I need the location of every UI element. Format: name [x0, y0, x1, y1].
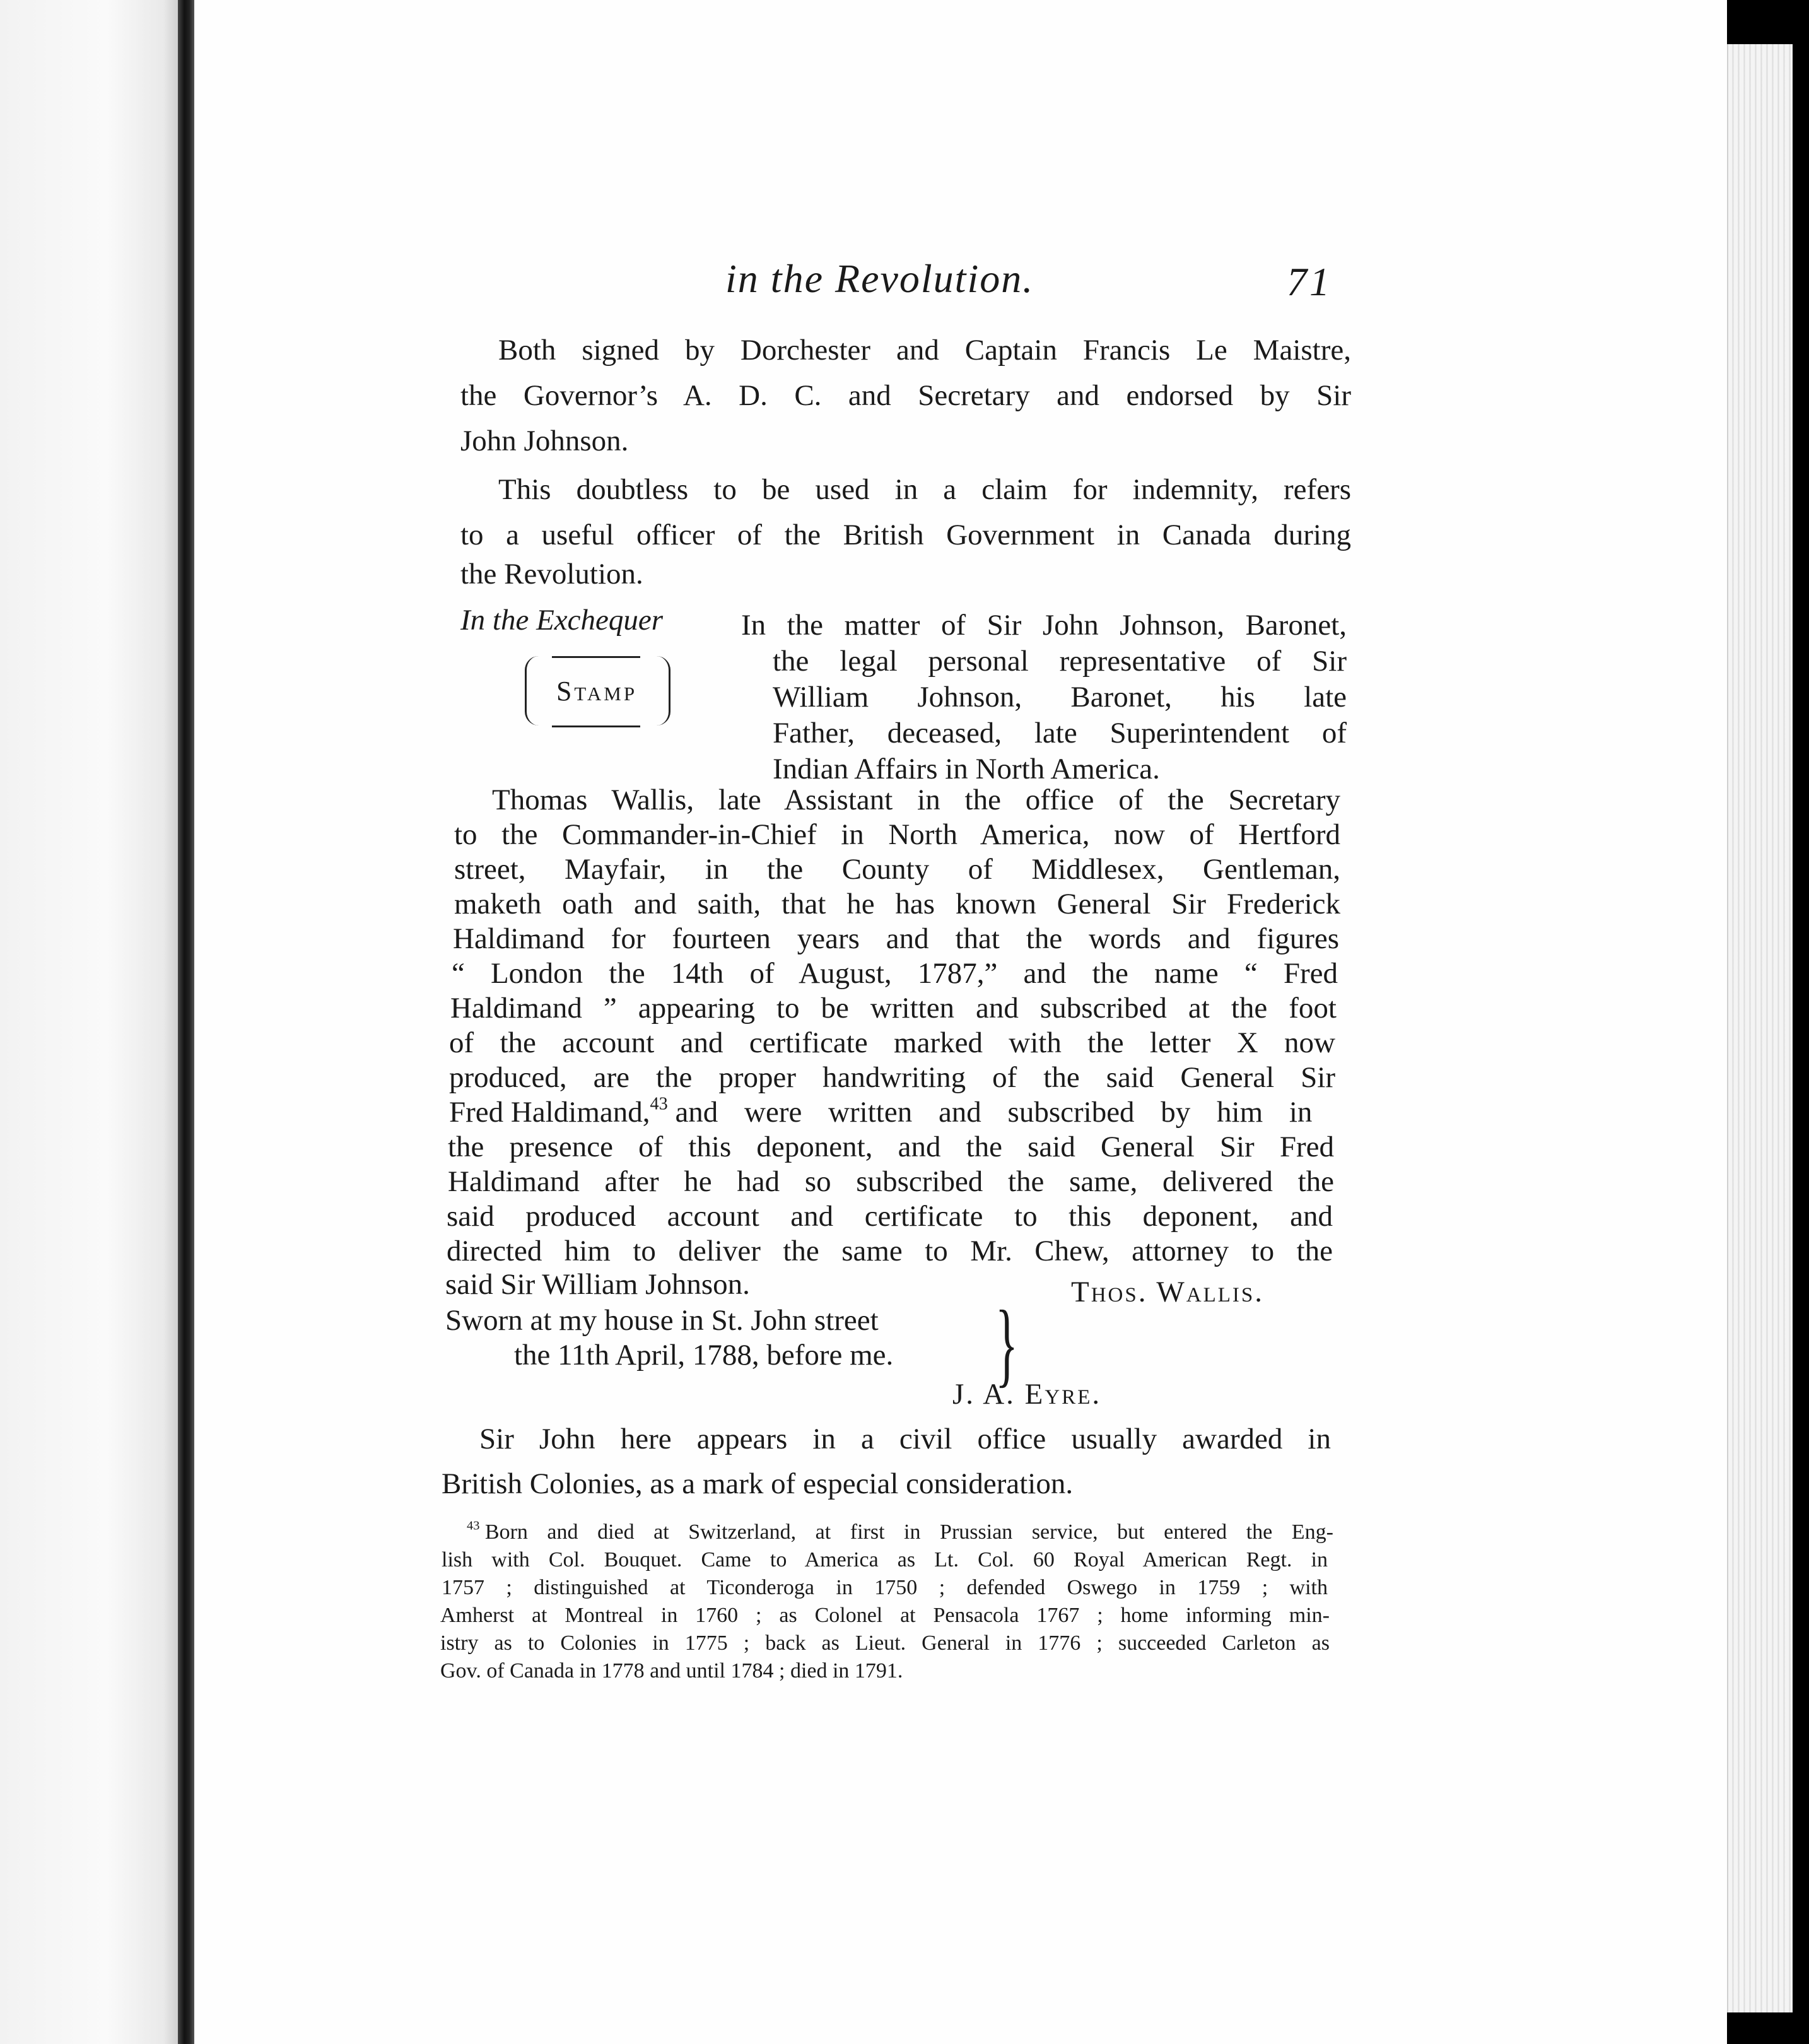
affidavit-line-7: Haldimand ” appearing to be written and subscribed at the foot: [450, 992, 1337, 1025]
para1-line-2: the Governor’s A. D. C. and Secretary and endorsed by Sir: [460, 379, 1351, 412]
affidavit-line-2: to the Commander-in-Chief in North America, now of Hertford: [454, 818, 1340, 851]
affidavit-line-14: directed him to deliver the same to Mr. Chew, attorney to the: [447, 1235, 1333, 1267]
book-gutter: [178, 0, 194, 2044]
para2-line-3: the Revolution.: [460, 558, 643, 590]
footnote-line-3: 1757 ; distinguished at Ticonderoga in 1750 ; defended Oswego in 1759 ; with: [442, 1576, 1328, 1599]
brace: }: [995, 1291, 1018, 1396]
affidavit-line-10-rest: and were written and subscribed by him in: [675, 1096, 1313, 1129]
affidavit-line-6: “ London the 14th of August, 1787,” and the name “ Fred: [452, 957, 1338, 990]
footnote-number: 43: [467, 1518, 480, 1533]
signature-eyre: J. A. Eyre.: [952, 1378, 1102, 1411]
footnote-line-6: Gov. of Canada in 1778 and until 1784 ; died in 1791.: [440, 1659, 903, 1683]
affidavit-line-13: said produced account and certificate to this deponent, and: [447, 1200, 1333, 1233]
affidavit-line-15: said Sir William Johnson.: [445, 1268, 750, 1301]
para2-line-2: to a useful officer of the British Government in Canada during: [460, 519, 1351, 551]
matter-line-3: William Johnson, Baronet, his late: [773, 681, 1347, 714]
para1-line-3: John Johnson.: [460, 425, 629, 457]
sworn-line-1: Sworn at my house in St. John street: [445, 1304, 879, 1337]
signature-wallis: Thos. Wallis.: [1071, 1276, 1264, 1308]
para3-line-1: Sir John here appears in a civil office usually awarded in: [479, 1423, 1331, 1455]
footnote-line-2: lish with Col. Bouquet. Came to America as Lt. Col. 60 Royal American Regt. in: [442, 1548, 1328, 1571]
stamp-rule-top: [552, 656, 640, 658]
para3-line-2: British Colonies, as a mark of especial consideration.: [442, 1467, 1074, 1500]
stamp-rule-bottom: [552, 725, 640, 727]
affidavit-line-4: maketh oath and saith, that he has known General Sir Frederick: [454, 888, 1340, 920]
footnote-ref-43: 43: [650, 1094, 668, 1114]
footnote-line-4: Amherst at Montreal in 1760 ; as Colonel at Pensacola 1767 ; home informing min-: [440, 1604, 1330, 1627]
affidavit-line-8: of the account and certificate marked with the letter X now: [449, 1026, 1335, 1059]
page-edges: [1727, 44, 1794, 2012]
affidavit-line-10: [449, 1095, 1312, 1130]
affidavit-line-10-text: Fred Haldimand,: [449, 1096, 650, 1129]
affidavit-line-5: Haldimand for fourteen years and that the words and figures: [453, 922, 1339, 955]
exchequer-label: In the Exchequer: [460, 604, 664, 637]
left-page-margin: [0, 0, 178, 2044]
footnote-line-1: [467, 1519, 1333, 1546]
matter-line-4: Father, deceased, late Superintendent of: [773, 717, 1347, 749]
para2-line-1: This doubtless to be used in a claim for indemnity, refers: [498, 473, 1351, 506]
affidavit-line-3: street, Mayfair, in the County of Middlesex, Gentleman,: [454, 853, 1340, 886]
matter-line-1: In the matter of Sir John Johnson, Baronet,: [741, 609, 1347, 642]
scan-border: [1793, 0, 1809, 2044]
page-number: 71: [1287, 259, 1332, 304]
running-head: in the Revolution.: [725, 256, 1034, 301]
affidavit-line-11: the presence of this deponent, and the said General Sir Fred: [448, 1131, 1334, 1163]
footnote-line-5: istry as to Colonies in 1775 ; back as Lieut. General in 1776 ; succeeded Carleton as: [440, 1631, 1330, 1655]
para1-line-1: Both signed by Dorchester and Captain Francis Le Maistre,: [498, 334, 1351, 367]
stamp-label: Stamp: [556, 676, 638, 707]
affidavit-line-9: produced, are the proper handwriting of the said General Sir: [449, 1061, 1335, 1094]
footnote-line-1-text: Born and died at Switzerland, at first in Prussian service, but entered the Eng-: [484, 1520, 1333, 1544]
affidavit-line-1: Thomas Wallis, late Assistant in the office of the Secretary: [492, 784, 1340, 816]
matter-line-2: the legal personal representative of Sir: [773, 645, 1347, 678]
affidavit-line-12: Haldimand after he had so subscribed the same, delivered the: [448, 1165, 1334, 1198]
sworn-line-2: the 11th April, 1788, before me.: [514, 1339, 894, 1371]
matter-line-5: Indian Affairs in North America.: [773, 753, 1160, 785]
